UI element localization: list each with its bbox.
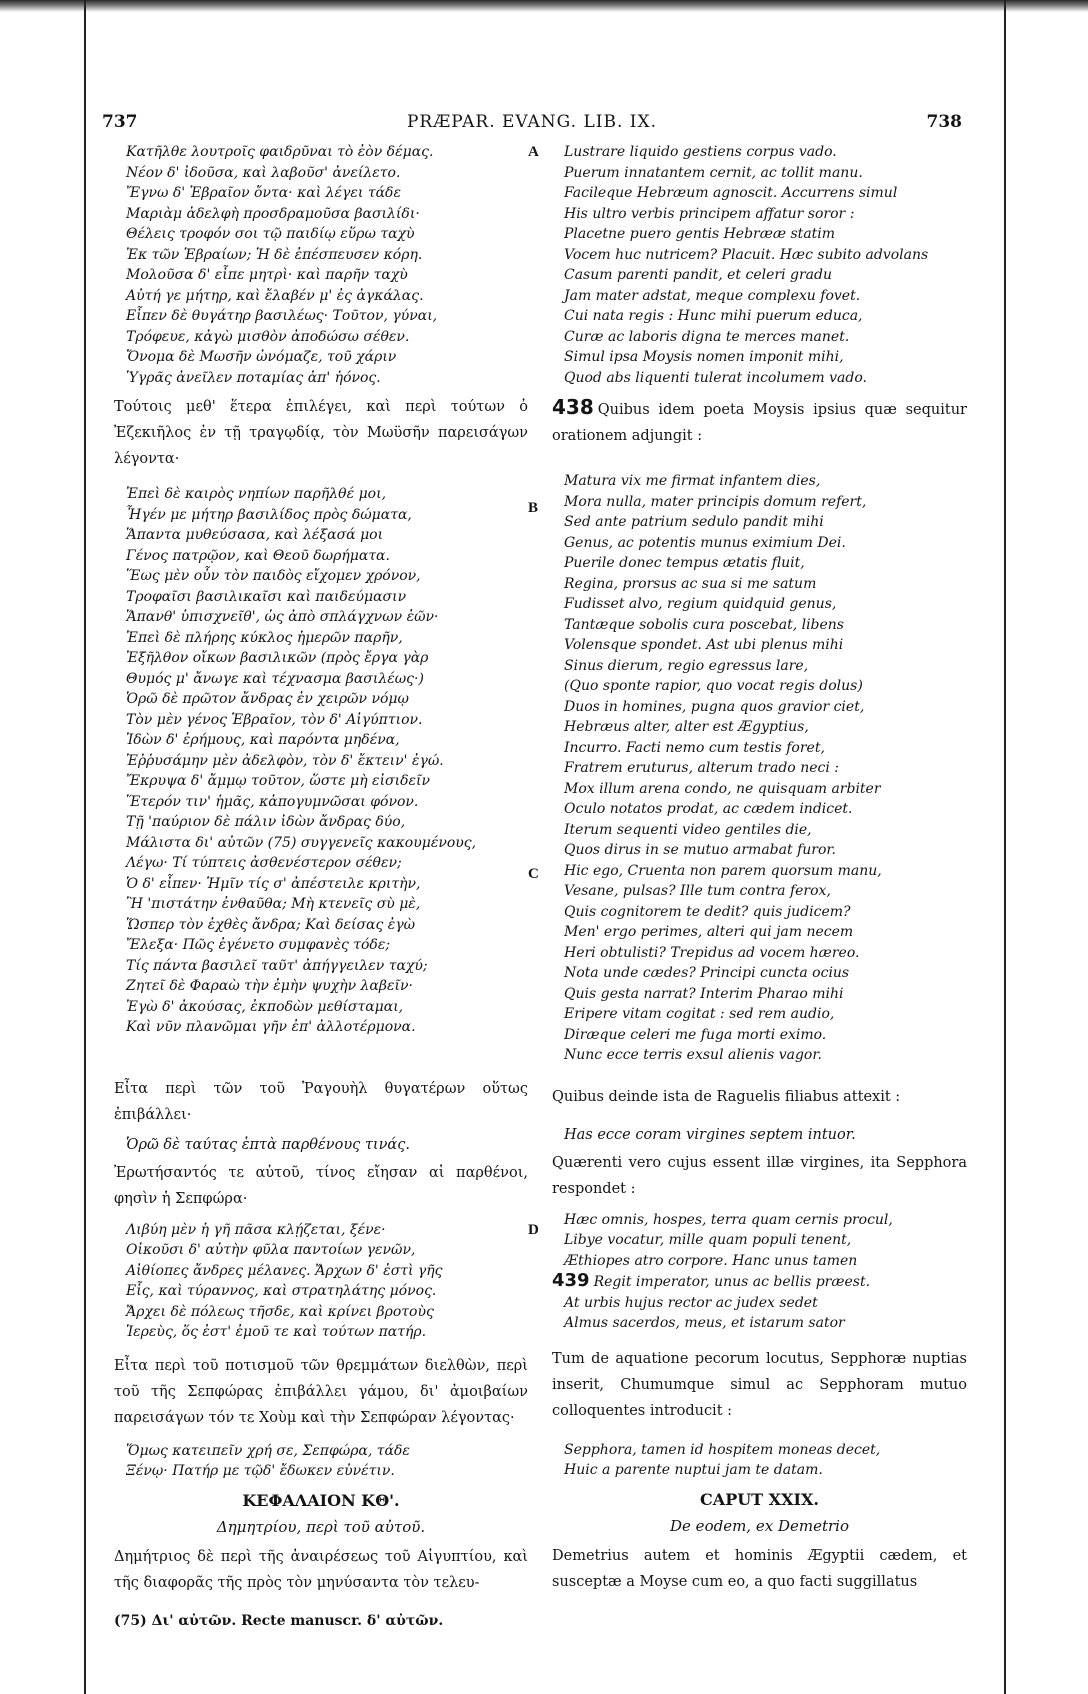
verse-line: Γένος πατρῷον, καὶ Θεοῦ δωρήματα. — [126, 547, 390, 564]
margin-letter-d: D — [528, 1222, 539, 1238]
scan-right-edge — [1004, 0, 1006, 1694]
latin-prose-5: Demetrius autem et hominis Ægyptii cædem, et susceptæ a Moyse cum eo, a quo facti suggillatus — [552, 1547, 967, 1590]
verse-line: Puerile donec tempus ætatis fluit, — [564, 555, 805, 571]
verse-line: Genus, ac potentis munus eximium Dei. — [564, 534, 846, 551]
verse-line: Ὁρῶ δὲ πρῶτον ἄνδρας ἐν χειρῶν νόμῳ — [126, 691, 409, 707]
verse-line: Οἰκοῦσι δ' αὐτὴν φῦλα παντοίων γενῶν, — [126, 1242, 416, 1258]
verse-line: Ὥσπερ τὸν ἐχθὲς ἄνδρα; Καὶ δείσας ἐγὼ — [126, 916, 416, 933]
verse-line: Volensque spondet. Ast ubi plenus mihi — [564, 637, 844, 653]
verse-line: Heri obtulisti? Trepidus ad vocem hæreo. — [564, 944, 860, 961]
verse-line: Fratrem eruturus, alterum trado neci : — [564, 760, 839, 776]
verse-line: Αὐτή γε μήτηρ, καὶ ἔλαβέν μ' ἐς ἀγκάλας. — [126, 287, 424, 304]
latin-verse-line-3: Has ecce coram virgines septem intuor. — [564, 1126, 856, 1143]
verse-line: Ζητεῖ δὲ Φαραὼ τὴν ἐμὴν ψυχὴν λαβεῖν· — [126, 978, 413, 994]
margin-letter-c: C — [528, 866, 539, 882]
greek-prose-3: Ἐρωτήσαντός τε αὐτοῦ, τίνος εἴησαν αἱ παρθένοι, φησὶν ἡ Σεπφώρα· — [114, 1164, 528, 1207]
verse-line: Incurro. Facti nemo cum testis foret, — [564, 739, 825, 756]
latin-prose-4: Tum de aquatione pecorum locutus, Sepphoræ nuptias inserit, Chumumque simul ac Sepphoram mutuo colloquentes introducit : — [552, 1350, 967, 1419]
latin-prose-1 — [552, 394, 967, 449]
latin-verse-block-2 — [552, 471, 967, 1066]
footnote: (75) Δι' αὐτῶν. Recte manuscr. δ' αὐτῶν. — [114, 1612, 444, 1629]
verse-line: Quis cognitorem te dedit? quis judicem? — [564, 903, 851, 920]
greek-prose-2: Εἶτα περὶ τῶν τοῦ Ῥαγουὴλ θυγατέρων οὕτως ἐπιβάλλει· — [114, 1080, 528, 1123]
verse-line: Jam mater adstat, meque complexu fovet. — [564, 287, 861, 304]
latin-chapter-heading: CAPUT XXIX. — [700, 1489, 819, 1509]
scan-top-edge — [0, 0, 1088, 12]
verse-line: Ὅμως κατειπεῖν χρή σε, Σεπφώρα, τάδε — [126, 1442, 410, 1459]
verse-line: Ὄνομα δὲ Μωσῆν ὠνόμαζε, τοῦ χάριν — [126, 349, 397, 365]
verse-line: Æthiopes atro corpore. Hanc unus tamen — [564, 1252, 858, 1269]
greek-prose-4: Εἶτα περὶ τοῦ ποτισμοῦ τῶν θρεμμάτων διελθὼν, περὶ τοῦ τῆς Σεπφώρας ἐπιβάλλει γάμου, δι' ἀμοιβαίων παρεισάγων τόν τε Χοὺμ καὶ τὴν Σεπφώραν λέγοντας· — [114, 1357, 528, 1426]
verse-line: Ἅπανθ' ὑπισχνεῖθ', ὡς ἀπὸ σπλάγχνων ἐῶν· — [126, 609, 439, 625]
verse-line-text: Regit imperator, unus ac bellis præest. — [593, 1274, 871, 1290]
verse-line: Tantæque sobolis cura poscebat, libens — [564, 616, 844, 633]
verse-line: Nunc ecce terris exsul alienis vagor. — [564, 1047, 822, 1063]
verse-line: Eripere vitam cogitat : sed rem audio, — [564, 1006, 835, 1022]
page-number-right: 738 — [926, 112, 962, 132]
verse-line: Εἷς, καὶ τύραννος, καὶ στρατηλάτης μόνος. — [126, 1283, 437, 1299]
verse-line: Mox illum arena condo, ne quisquam arbiter — [564, 780, 881, 797]
verse-line: Κατῆλθε λουτροῖς φαιδρῦναι τὸ ἐὸν δέμας. — [126, 144, 434, 160]
latin-verse-block-5 — [552, 1440, 967, 1481]
verse-line: Hebræus alter, alter est Ægyptius, — [564, 719, 809, 735]
verse-line: Τὸν μὲν γένος Ἑβραῖον, τὸν δ' Αἰγύπτιον. — [126, 711, 423, 728]
verse-line: Ἐγὼ δ' ἀκούσας, ἐκποδὼν μεθίσταμαι, — [126, 998, 404, 1015]
latin-prose-2: Quibus deinde ista de Raguelis filiabus attexit : — [552, 1088, 901, 1105]
verse-line: Almus sacerdos, meus, et istarum sator — [564, 1315, 845, 1331]
verse-line: Vocem huc nutricem? Placuit. Hæc subito advolans — [564, 246, 929, 263]
verse-line — [552, 1271, 967, 1293]
verse-line: Αἰθίοπες ἄνδρες μέλανες. Ἄρχων δ' ἐστὶ γῆς — [126, 1262, 443, 1279]
verse-line: Ἐπεὶ δὲ πλήρης κύκλος ἡμερῶν παρῆν, — [126, 629, 403, 646]
verse-line: Simul ipsa Moysis nomen imponit mihi, — [564, 349, 844, 365]
verse-line: (Quo sponte rapior, quo vocat regis dolus) — [564, 678, 863, 694]
verse-line: Diræque celeri me fuga morti eximo. — [564, 1026, 827, 1043]
verse-line: Hic ego, Cruenta non parem quorsum manu, — [564, 862, 882, 879]
margin-letter-a: A — [528, 144, 539, 160]
verse-line: Ὑγρᾶς ἀνεῖλεν ποταμίας ἀπ' ἠόνος. — [126, 369, 381, 386]
verse-line: Lustrare liquido gestiens corpus vado. — [564, 144, 837, 160]
verse-line: Λέγω· Τί τύπτεις ἀσθενέστερον σέθεν; — [126, 855, 402, 871]
verse-line: Casum parenti pandit, et celeri gradu — [564, 267, 832, 283]
verse-line: Libye vocatur, mille quam populi tenent, — [564, 1232, 852, 1248]
greek-column — [114, 142, 528, 1632]
verse-line: Ἅπαντα μυθεύσασα, καὶ λέξασά μοι — [126, 527, 384, 543]
verse-line: Ἔλεξα· Πῶς ἐγένετο συμφανὲς τόδε; — [126, 937, 391, 953]
verse-line: Ἱερεὺς, ὅς ἐστ' ἐμοῦ τε καὶ τούτων πατήρ. — [126, 1324, 427, 1340]
greek-chapter-subtitle: Δημητρίου, περὶ τοῦ αὐτοῦ. — [216, 1517, 426, 1536]
verse-line: Duos in homines, pugna quos gravior ciet, — [564, 698, 865, 715]
greek-prose-5: Δημήτριος δὲ περὶ τῆς ἀναιρέσεως τοῦ Αἰγυπτίου, καὶ τῆς διαφορᾶς τῆς πρὸς τὸν μηνύσαντα τὸν τελευ- — [114, 1548, 528, 1591]
verse-line: Huic a parente nuptui jam te datam. — [564, 1462, 823, 1478]
scan-left-edge — [84, 0, 86, 1694]
verse-line: At urbis hujus rector ac judex sedet — [564, 1294, 818, 1311]
verse-line: Εἶπεν δὲ θυγάτηρ βασιλέως· Τοῦτον, γύναι, — [126, 308, 438, 324]
verse-line: Ἦγέν με μήτηρ βασιλίδος πρὸς δώματα, — [126, 506, 412, 523]
latin-verse-block-1 — [552, 142, 967, 388]
verse-line: Hæc omnis, hospes, terra quam cernis procul, — [564, 1211, 893, 1228]
greek-verse-block-2 — [114, 484, 528, 1038]
latin-column — [552, 142, 967, 1595]
verse-line: Μάλιστα δι' αὐτῶν (75) συγγενεῖς κακουμένους, — [126, 834, 477, 851]
verse-line: Matura vix me firmat infantem dies, — [564, 473, 821, 489]
section-number-439: 439 — [552, 1270, 590, 1291]
greek-verse-line-3: Ὁρῶ δὲ ταύτας ἑπτὰ παρθένους τινάς. — [126, 1136, 410, 1153]
greek-prose-1: Τούτοις μεθ' ἕτερα ἐπιλέγει, καὶ περὶ τούτων ὁ Ἐζεκιῆλος ἐν τῇ τραγῳδίᾳ, τὸν Μωϋσῆν παρεισάγων λέγοντα· — [114, 399, 528, 467]
verse-line: Ἐξῆλθον οἴκων βασιλικῶν (πρὸς ἔργα γὰρ — [126, 650, 429, 666]
verse-line: Τρόφευε, κἀγὼ μισθὸν ἀποδώσω σέθεν. — [126, 328, 410, 345]
latin-verse-block-4 — [552, 1210, 967, 1334]
verse-line: Quos dirus in se mutuo armabat furor. — [564, 842, 836, 858]
verse-line: Τροφαῖσι βασιλικαῖσι καὶ παιδεύμασιν — [126, 588, 407, 605]
verse-line: Τίς πάντα βασιλεῖ ταῦτ' ἀπήγγειλεν ταχύ; — [126, 957, 428, 974]
greek-verse-block-1 — [114, 142, 528, 388]
verse-line: Θέλεις τροφόν σοι τῷ παιδίῳ εὕρω ταχὺ — [126, 226, 415, 242]
running-header — [102, 112, 962, 136]
verse-line: Men' ergo perimes, alteri qui jam necem — [564, 924, 854, 940]
latin-chapter-subtitle: De eodem, ex Demetrio — [670, 1516, 849, 1535]
verse-line: Vesane, pulsas? Ille tum contra ferox, — [564, 883, 831, 899]
verse-line: Ἐπεὶ δὲ καιρὸς νηπίων παρῆλθέ μοι, — [126, 486, 387, 502]
verse-line: Ξένῳ· Πατήρ με τῷδ' ἔδωκεν εὐνέτιν. — [126, 1463, 395, 1479]
verse-line: Regina, prorsus ac sua si me satum — [564, 575, 817, 592]
verse-line: Mora nulla, mater principis domum refert, — [564, 493, 867, 510]
greek-chapter-heading: ΚΕΦΑΛΑΙΟΝ ΚΘ'. — [242, 1490, 400, 1510]
verse-line: Ἢ 'πιστάτην ἐνθαῦθα; Μὴ κτενεῖς σὺ μὲ, — [126, 896, 421, 912]
verse-line: Sepphora, tamen id hospitem moneas decet, — [564, 1441, 881, 1458]
verse-line: Placetne puero gentis Hebrææ statim — [564, 226, 836, 242]
greek-verse-block-4 — [114, 1220, 528, 1343]
verse-line: Cui nata regis : Hunc mihi puerum educa, — [564, 308, 863, 324]
verse-line: Ἐῤῥυσάμην μὲν ἀδελφὸν, τὸν δ' ἔκτειν' ἐγώ. — [126, 752, 444, 769]
verse-line: Sed ante patrium sedulo pandit mihi — [564, 514, 824, 530]
verse-line: Ἔκρυψα δ' ἄμμῳ τοῦτον, ὥστε μὴ εἰσιδεῖν — [126, 773, 431, 789]
latin-prose-1-text: Quibus idem poeta Moysis ipsius quæ sequitur orationem adjungit : — [552, 402, 967, 444]
verse-line: Μαριὰμ ἀδελφὴ προσδραμοῦσα βασιλίδι· — [126, 205, 420, 222]
verse-line: Ἔγνω δ' Ἑβραῖον ὄντα· καὶ λέγει τάδε — [126, 185, 401, 201]
verse-line: Λιβύη μὲν ἡ γῆ πᾶσα κλῄζεται, ξένε· — [126, 1221, 386, 1238]
verse-line: Θυμός μ' ἄνωγε καὶ τέχνασμα βασιλέως·) — [126, 670, 424, 687]
verse-line: Facileque Hebræum agnoscit. Accurrens simul — [564, 185, 898, 201]
verse-line: Nota unde cædes? Principi cuncta ocius — [564, 965, 850, 981]
margin-letter-b: B — [528, 500, 539, 516]
verse-line: Ἄρχει δὲ πόλεως τῆσδε, καὶ κρίνει βροτοὺς — [126, 1303, 434, 1320]
running-title: PRÆPAR. EVANG. LIB. IX. — [406, 112, 657, 132]
verse-line: His ultro verbis principem affatur soror : — [564, 205, 855, 222]
verse-line: Quis gesta narrat? Interim Pharao mihi — [564, 985, 844, 1002]
latin-prose-3: Quærenti vero cujus essent illæ virgines, ita Sepphora respondet : — [552, 1154, 967, 1197]
verse-line: Oculo notatos prodat, ac cædem indicet. — [564, 801, 853, 817]
verse-line: Ἕως μὲν οὖν τὸν παιδὸς εἴχομεν χρόνον, — [126, 568, 421, 584]
verse-line: Quod abs liquenti tulerat incolumem vado. — [564, 369, 867, 386]
verse-line: Τῇ 'παύριον δὲ πάλιν ἰδὼν ἄνδρας δύο, — [126, 814, 406, 830]
greek-verse-block-5 — [114, 1441, 528, 1482]
verse-line: Καὶ νῦν πλανῶμαι γῆν ἐπ' ἀλλοτέρμονα. — [126, 1019, 416, 1035]
verse-line: Curæ ac laboris digna te merces manet. — [564, 328, 850, 345]
verse-line: Νέον δ' ἰδοῦσα, καὶ λαβοῦσ' ἀνείλετο. — [126, 164, 401, 181]
verse-line: Iterum sequenti video gentiles die, — [564, 821, 812, 838]
section-number-438: 438 — [552, 395, 594, 419]
verse-line: Fudisset alvo, regium quidquid genus, — [564, 596, 837, 612]
verse-line: Ἕτερόν τιν' ἡμᾶς, κἀπογυμνῶσαι φόνον. — [126, 793, 419, 810]
verse-line: Sinus dierum, regio egressus lare, — [564, 657, 809, 674]
verse-line: Ἐκ τῶν Ἑβραίων; Ἡ δὲ ἐπέσπευσεν κόρη. — [126, 246, 423, 263]
verse-line: Μολοῦσα δ' εἶπε μητρὶ· καὶ παρῆν ταχὺ — [126, 267, 408, 283]
verse-line: Ἰδὼν δ' ἐρήμους, καὶ παρόντα μηδένα, — [126, 732, 400, 748]
verse-line: Ὁ δ' εἶπεν· Ἡμῖν τίς σ' ἀπέστειλε κριτὴν, — [126, 875, 421, 892]
verse-line: Puerum innatantem cernit, ac tollit manu. — [564, 164, 863, 181]
page-number-left: 737 — [102, 112, 138, 132]
